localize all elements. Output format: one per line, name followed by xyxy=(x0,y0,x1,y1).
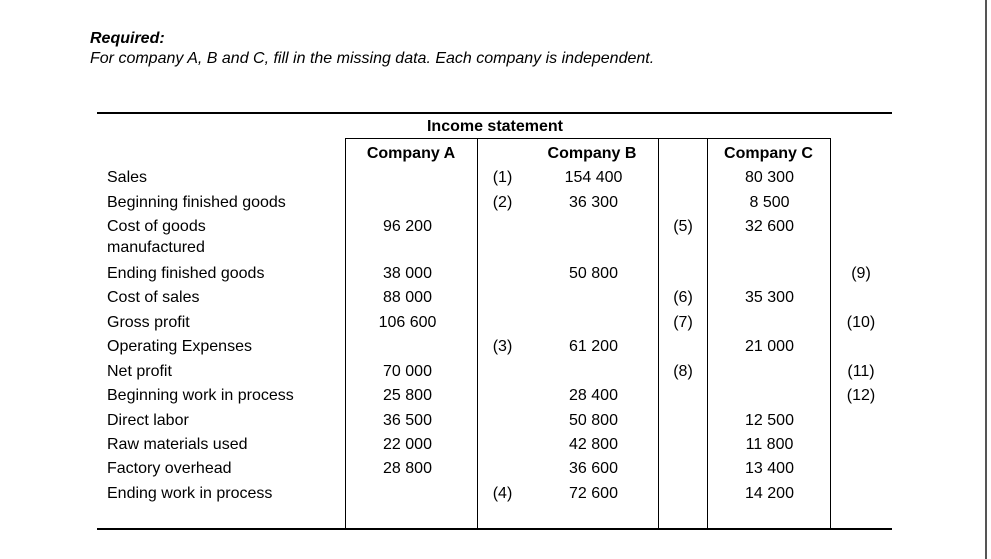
company-b-value: 50 800 xyxy=(569,265,618,282)
row-label: Cost of goods xyxy=(107,218,206,235)
company-b-value: 42 800 xyxy=(569,436,618,453)
company-b-value: 36 600 xyxy=(569,460,618,477)
row-label: Operating Expenses xyxy=(107,338,252,355)
company-c-missing-marker: (9) xyxy=(851,265,871,282)
table-top-rule xyxy=(97,112,892,114)
company-a-value: 38 000 xyxy=(383,265,432,282)
column-header-company-b: Company B xyxy=(547,145,637,162)
company-c-missing-marker: (12) xyxy=(846,387,876,404)
row-label: Net profit xyxy=(107,363,172,380)
company-a-value: 88 000 xyxy=(383,289,432,306)
company-a-value: 22 000 xyxy=(383,436,432,453)
company-b-missing-marker: (6) xyxy=(673,289,693,306)
column-header-company-a: Company A xyxy=(366,145,456,162)
company-b-missing-marker: (7) xyxy=(673,314,693,331)
column-header-company-c: Company C xyxy=(724,145,813,162)
column-divider xyxy=(345,138,346,528)
table-bottom-rule xyxy=(97,528,892,530)
row-label: Raw materials used xyxy=(107,436,248,453)
row-label: Ending finished goods xyxy=(107,265,265,282)
table-title: Income statement xyxy=(426,118,564,135)
row-label: Cost of sales xyxy=(107,289,200,306)
company-c-missing-marker: (10) xyxy=(846,314,876,331)
row-label: Beginning finished goods xyxy=(107,194,286,211)
company-b-value: 36 300 xyxy=(569,194,618,211)
company-a-missing-marker: (4) xyxy=(492,485,513,502)
company-c-value: 11 800 xyxy=(745,436,794,453)
row-label: Direct labor xyxy=(107,412,189,429)
row-label: Ending work in process xyxy=(107,485,273,502)
company-b-value: 61 200 xyxy=(569,338,618,355)
company-b-value: 154 400 xyxy=(564,169,623,186)
company-a-value: 36 500 xyxy=(383,412,432,429)
column-divider xyxy=(830,138,831,528)
company-c-value: 35 300 xyxy=(745,289,794,306)
company-c-value: 21 000 xyxy=(745,338,794,355)
company-a-missing-marker: (1) xyxy=(492,169,513,186)
company-c-value: 32 600 xyxy=(745,218,794,235)
company-a-missing-marker: (3) xyxy=(492,338,513,355)
row-label: Beginning work in process xyxy=(107,387,294,404)
company-b-missing-marker: (8) xyxy=(673,363,693,380)
company-a-value: 25 800 xyxy=(383,387,432,404)
company-b-value: 72 600 xyxy=(569,485,618,502)
company-b-value: 50 800 xyxy=(569,412,618,429)
instructions-text: For company A, B and C, fill in the missing data. Each company is independent. xyxy=(90,50,655,67)
row-label: Factory overhead xyxy=(107,460,232,477)
row-label: Gross profit xyxy=(107,314,190,331)
row-label: Sales xyxy=(107,169,148,186)
company-b-value: 28 400 xyxy=(569,387,618,404)
column-divider xyxy=(658,138,659,528)
company-a-value: 70 000 xyxy=(383,363,432,380)
required-heading: Required: xyxy=(90,30,165,47)
company-b-missing-marker: (5) xyxy=(673,218,693,235)
company-a-value: 106 600 xyxy=(378,314,437,331)
company-c-value: 14 200 xyxy=(745,485,794,502)
company-a-value: 96 200 xyxy=(383,218,432,235)
company-a-missing-marker: (2) xyxy=(492,194,513,211)
company-c-value: 8 500 xyxy=(749,194,790,211)
column-divider xyxy=(477,138,478,528)
row-label-continued: manufactured xyxy=(107,239,205,256)
company-c-value: 13 400 xyxy=(745,460,794,477)
company-c-missing-marker: (11) xyxy=(847,363,875,380)
page-right-border xyxy=(985,0,987,559)
column-divider xyxy=(707,138,708,528)
company-c-value: 12 500 xyxy=(745,412,794,429)
company-a-value: 28 800 xyxy=(383,460,432,477)
company-c-value: 80 300 xyxy=(745,169,794,186)
title-underline xyxy=(345,138,830,139)
